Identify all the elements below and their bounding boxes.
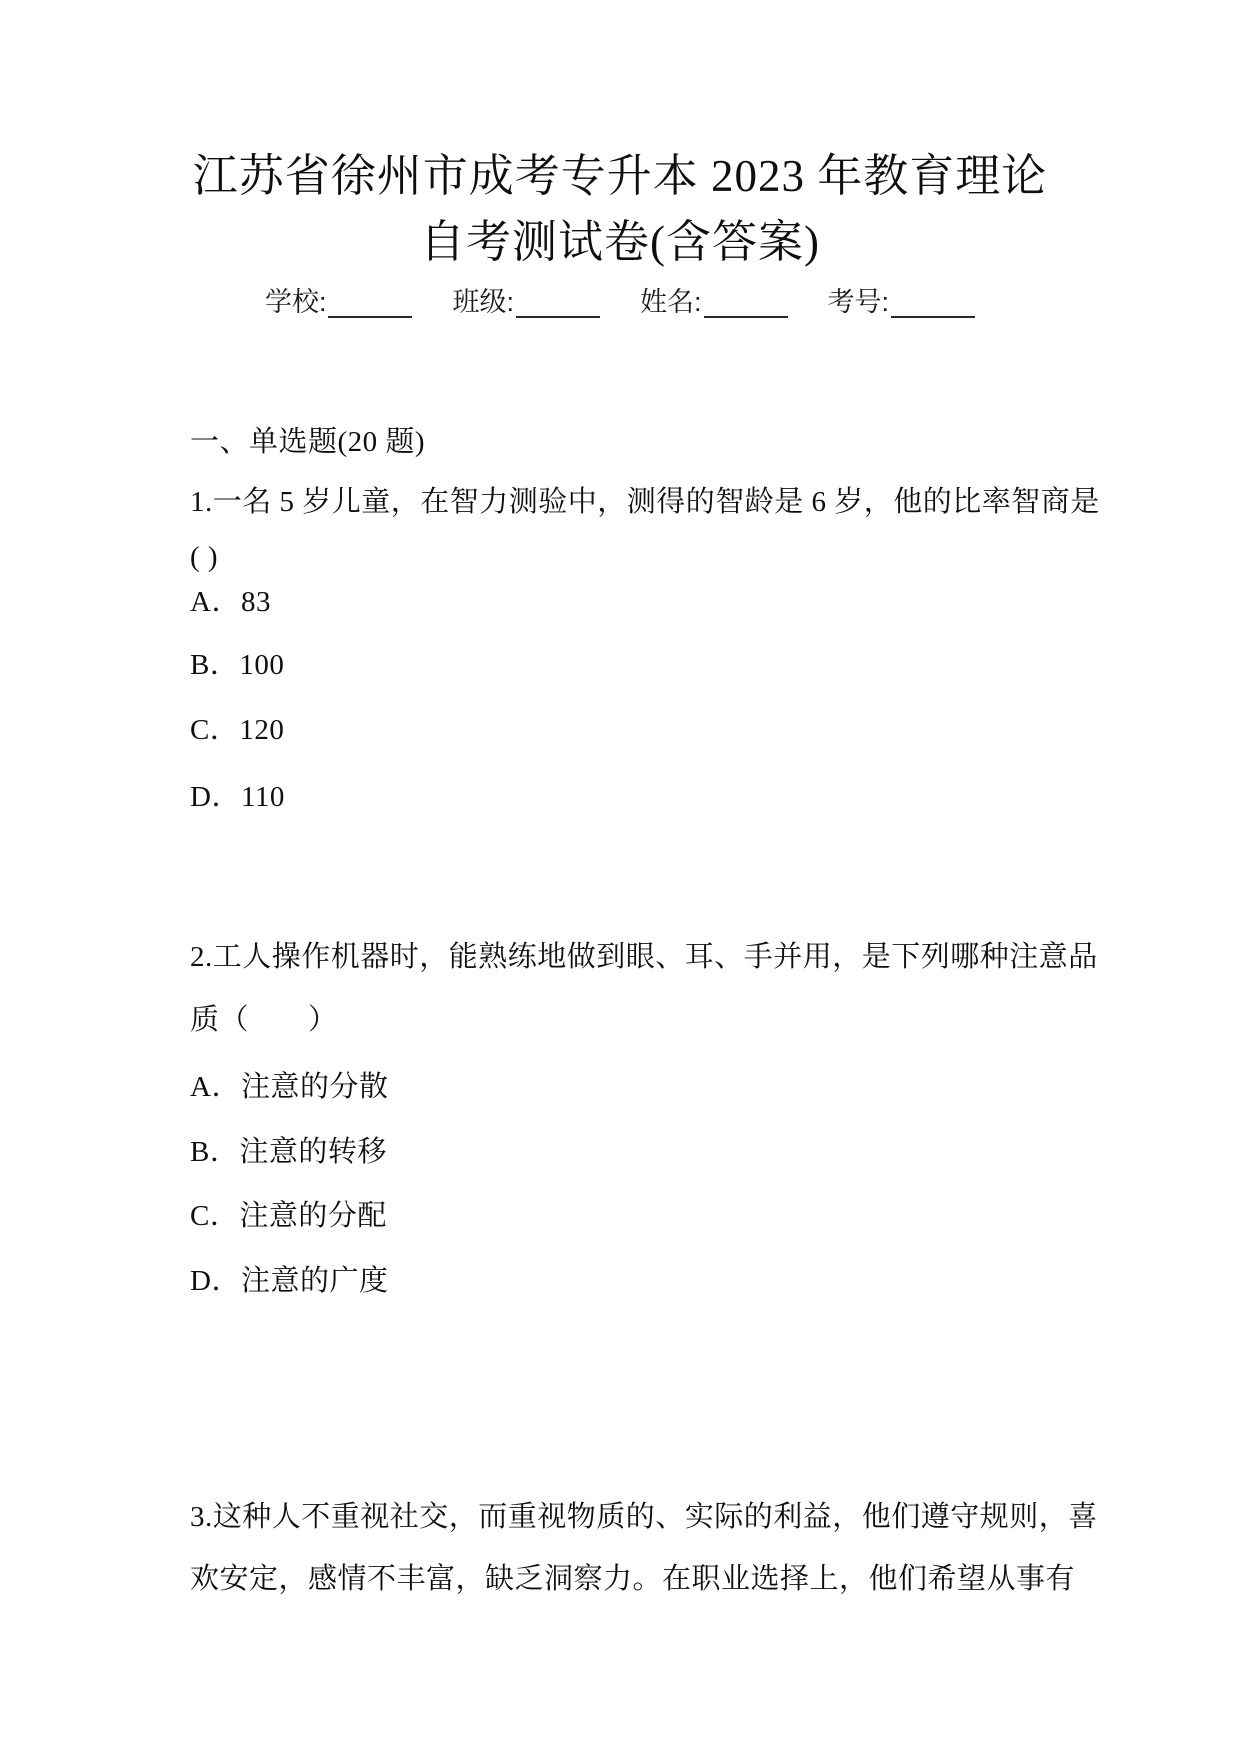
section-heading: 一、单选题(20 题) [190, 426, 426, 458]
document-title-line2: 自考测试卷(含答案) [420, 217, 820, 267]
name-blank-line [704, 286, 788, 318]
exam-number-label: 考号: [827, 287, 890, 317]
question-1-option-a: A．83 [190, 586, 271, 618]
question-2-text-line-1: 2.工人操作机器时，能熟练地做到眼、耳、手并用，是下列哪种注意品 [190, 941, 1098, 973]
exam-number-blank-line [891, 286, 975, 318]
name-label: 姓名: [640, 287, 702, 317]
question-2-option-a: A．注意的分散 [190, 1071, 389, 1103]
class-field [452, 286, 600, 318]
question-2-option-b: B．注意的转移 [190, 1136, 387, 1168]
exam-number-field [828, 286, 976, 318]
question-1-text-line-1: 1.一名 5 岁儿童，在智力测验中，测得的智龄是 6 岁，他的比率智商是 [190, 486, 1100, 518]
class-blank-line [516, 286, 600, 318]
question-2-option-d: D．注意的广度 [190, 1265, 389, 1297]
document-title-line1: 江苏省徐州市成考专升本 2023 年教育理论 [192, 151, 1048, 201]
question-1-option-b: B．100 [190, 649, 285, 681]
school-label: 学校: [264, 287, 327, 317]
name-field [640, 286, 788, 318]
student-info-row [0, 284, 1240, 318]
question-2-option-c: C．注意的分配 [190, 1200, 387, 1232]
question-3-text-line-1: 3.这种人不重视社交，而重视物质的、实际的利益，他们遵守规则，喜 [190, 1501, 1098, 1533]
question-1-answer-parentheses: ( ) [190, 541, 219, 573]
question-2-text-line-2: 质（ ） [190, 1004, 338, 1036]
question-3-text-line-2: 欢安定，感情不丰富，缺乏洞察力。在职业选择上，他们希望从事有 [190, 1563, 1076, 1595]
question-1-option-c: C．120 [190, 714, 285, 746]
class-label: 班级: [452, 287, 514, 317]
question-1-option-d: D．110 [190, 781, 285, 813]
school-blank-line [328, 286, 412, 318]
school-field [265, 286, 413, 318]
